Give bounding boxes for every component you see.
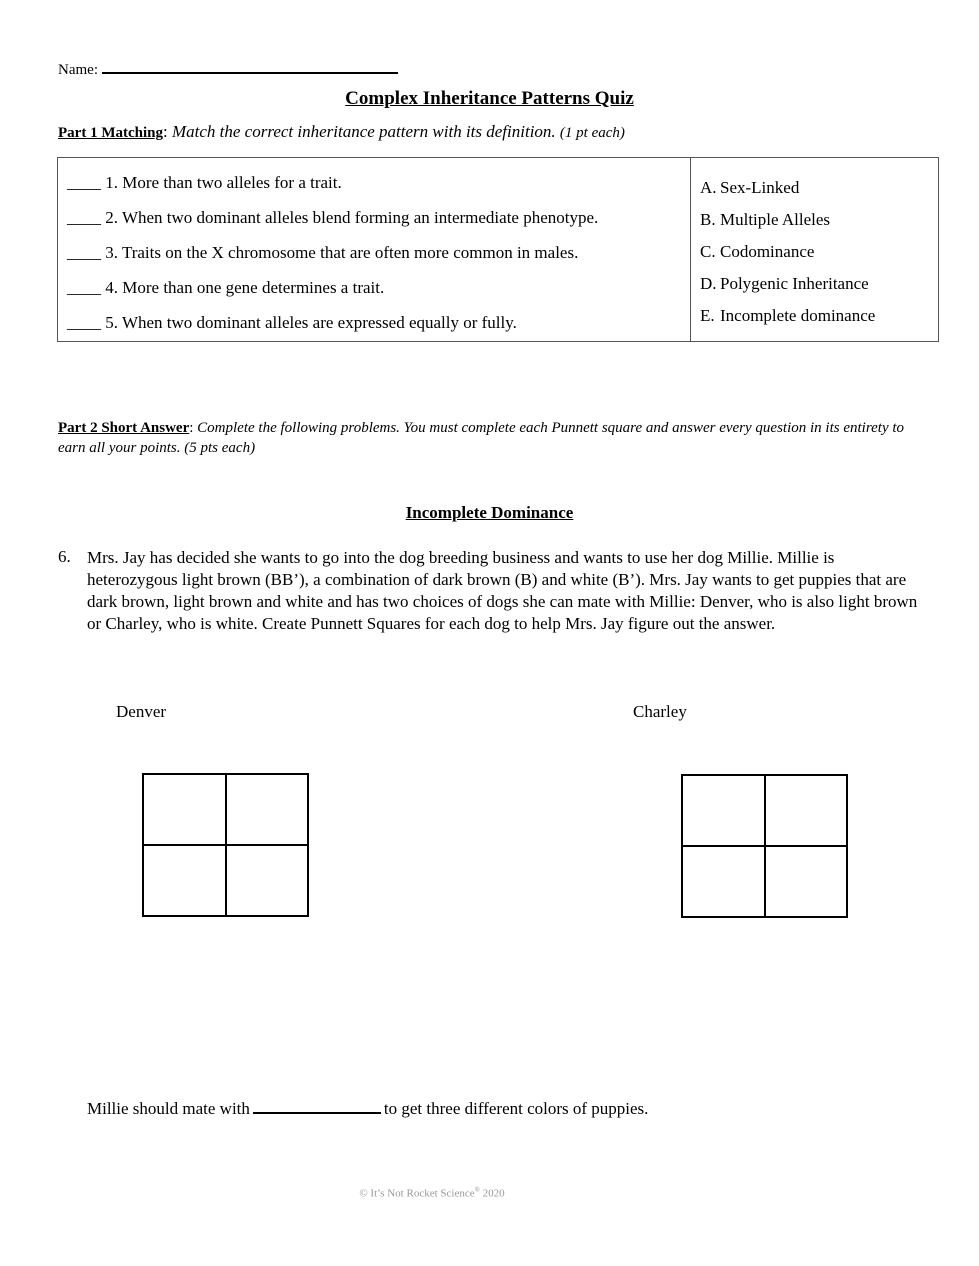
- questions-cell: [58, 158, 691, 342]
- matching-table: [57, 157, 939, 342]
- answer-option: C. Codominance: [700, 242, 815, 261]
- part1-heading: Part 1 Matching: Match the correct inheritance pattern with its definition. (1 pt each): [58, 122, 625, 141]
- section-heading: Incomplete Dominance: [405, 503, 574, 522]
- question-number: 6.: [58, 547, 71, 566]
- answer-option: B. Multiple Alleles: [700, 210, 831, 229]
- matching-question: ____ 5. When two dominant alleles are expressed equally or fully.: [67, 313, 517, 332]
- matching-question: ____ 4. More than one gene determines a trait.: [67, 278, 385, 297]
- punnett-cell[interactable]: [143, 774, 226, 845]
- copyright-footer: [0, 1186, 864, 1200]
- name-blank[interactable]: [102, 58, 398, 74]
- matching-question: ____ 1. More than two alleles for a trait.: [67, 173, 342, 192]
- registered-mark: ®: [474, 1186, 480, 1194]
- punnett-cell[interactable]: [143, 845, 226, 916]
- dog-label-charley: Charley: [633, 702, 687, 721]
- part2-label: Part 2 Short Answer: [58, 420, 190, 436]
- punnett-cell[interactable]: [765, 846, 848, 917]
- name-label: Name:: [58, 62, 98, 78]
- footer-text: © It’s Not Rocket Science: [359, 1187, 475, 1200]
- punnett-square-denver: [142, 773, 309, 917]
- page-title: Complex Inheritance Patterns Quiz: [345, 88, 634, 109]
- conclusion-after: to get three different colors of puppies.: [383, 1099, 649, 1118]
- punnett-cell[interactable]: [682, 775, 765, 846]
- punnett-square-charley: [681, 774, 848, 918]
- part1-points: (1 pt each): [559, 125, 625, 141]
- footer-year: 2020: [482, 1187, 505, 1200]
- question-text: Mrs. Jay has decided she wants to go into the dog breeding business and wants to use her dog Millie. Millie is heterozygous light brown (BB’), a combination of dark brown (B) and white (B’). Mrs. Jay wants to get puppies that are dark brown, light brown and white and has two choices of dogs she can mate with Millie: Denver, who is also light brown or Charley, who is white. Create Punnett Squares for each dog to help Mrs. Jay figure out the answer.: [87, 548, 918, 633]
- conclusion-blank[interactable]: [253, 1098, 381, 1114]
- matching-question: ____ 3. Traits on the X chromosome that are often more common in males.: [67, 243, 579, 262]
- punnett-cell[interactable]: [765, 775, 848, 846]
- part2-instructions: Complete the following problems. You must complete each Punnett square and answer every question in its entirety to earn all your points. (5 pts each): [58, 420, 905, 456]
- conclusion-sentence: [87, 1098, 648, 1119]
- dog-label-denver: Denver: [116, 702, 167, 721]
- answer-option: D. Polygenic Inheritance: [700, 274, 869, 293]
- answer-option: E. Incomplete dominance: [700, 306, 876, 325]
- answers-cell: [691, 158, 939, 342]
- part1-label: Part 1 Matching: [58, 125, 163, 141]
- punnett-cell[interactable]: [226, 845, 309, 916]
- part1-instructions: Match the correct inheritance pattern with its definition.: [171, 122, 556, 141]
- conclusion-before: Millie should mate with: [87, 1099, 250, 1118]
- name-field-row: [58, 58, 398, 79]
- punnett-cell[interactable]: [682, 846, 765, 917]
- part2-heading: Part 2 Short Answer: Complete the following problems. You must complete each Punnett square and answer every question in its entirety to earn all your points. (5 pts each): [58, 420, 905, 456]
- matching-question: ____ 2. When two dominant alleles blend forming an intermediate phenotype.: [67, 208, 599, 227]
- punnett-cell[interactable]: [226, 774, 309, 845]
- answer-option: A. Sex-Linked: [700, 178, 800, 197]
